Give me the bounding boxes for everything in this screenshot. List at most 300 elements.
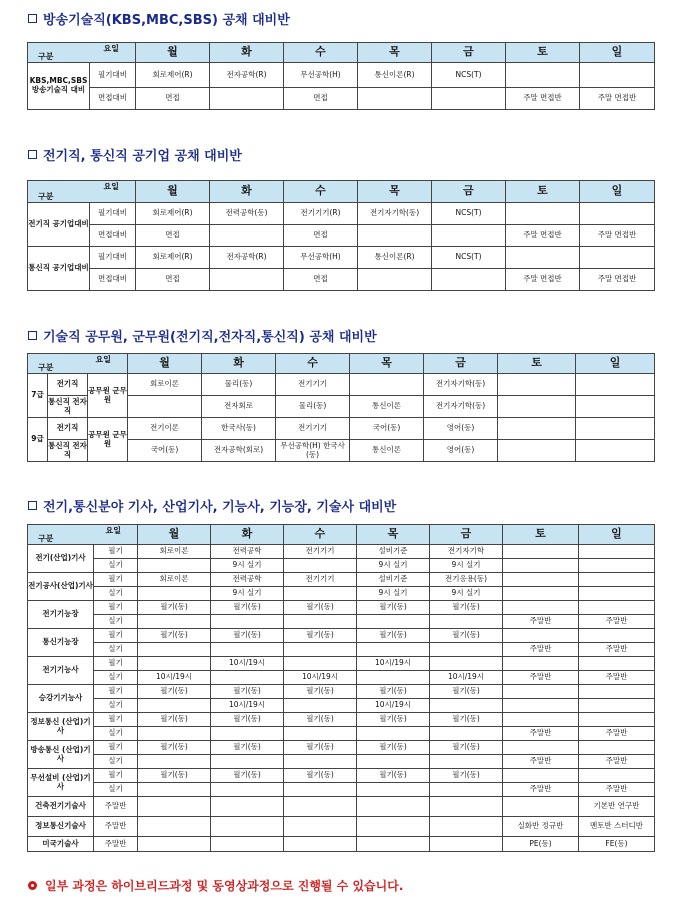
schedule-cell: [503, 601, 579, 615]
header-day-label: 요일: [103, 44, 119, 53]
schedule-cell: 전기기기: [284, 573, 357, 587]
row-label: 필기대비: [90, 203, 136, 225]
row-label: 필기: [94, 629, 138, 643]
schedule-cell: 회로이론: [138, 573, 211, 587]
schedule-cell: [430, 727, 503, 741]
schedule-cell: [430, 837, 503, 852]
row-label: 필기대비: [90, 247, 136, 269]
schedule-cell: [579, 559, 655, 573]
schedule-cell: 주말 면접반: [580, 225, 655, 247]
schedule-cell: [503, 559, 579, 573]
row-label: 필기: [94, 685, 138, 699]
header-day-label: 요일: [105, 526, 121, 535]
schedule-cell: 필기(동): [430, 629, 503, 643]
row-label: 전기직: [48, 418, 88, 440]
table-row: [28, 559, 655, 573]
schedule-cell: [138, 727, 211, 741]
schedule-cell: [430, 657, 503, 671]
schedule-cell: FE(동): [579, 837, 655, 852]
schedule-cell: NCS(T): [432, 63, 506, 88]
table-row: [28, 573, 655, 587]
schedule-cell: [498, 418, 576, 440]
header-diagonal-cell: [28, 354, 128, 374]
table-row: [28, 727, 655, 741]
group-label: 무선설비 (산업)기사: [28, 769, 94, 797]
schedule-cell: [430, 615, 503, 629]
header-day: 목: [358, 43, 432, 63]
header-day: 일: [576, 354, 655, 374]
schedule-cell: 9시 실기: [211, 559, 284, 573]
schedule-cell: 필기(동): [357, 713, 430, 727]
schedule-cell: [503, 657, 579, 671]
table-row: [28, 418, 655, 440]
schedule-cell: [430, 643, 503, 657]
schedule-cell: [284, 559, 357, 573]
table-row: [28, 63, 655, 88]
schedule-cell: [358, 225, 432, 247]
schedule-cell: [503, 587, 579, 601]
schedule-cell: [284, 657, 357, 671]
schedule-cell: 회로제어(R): [136, 63, 210, 88]
schedule-cell: [211, 783, 284, 797]
schedule-cell: [503, 769, 579, 783]
header-day: 수: [284, 181, 358, 203]
schedule-cell: 무선공학(H) 한국사(동): [276, 440, 350, 462]
header-day: 금: [432, 181, 506, 203]
schedule-cell: 전력공학: [211, 573, 284, 587]
header-day: 금: [424, 354, 498, 374]
schedule-cell: [211, 615, 284, 629]
schedule-cell: 무선공학(H): [284, 247, 358, 269]
header-diagonal-cell: [28, 525, 138, 545]
schedule-cell: [579, 601, 655, 615]
table-row: [28, 225, 655, 247]
group-label: 전기기능사: [28, 657, 94, 685]
header-day: 목: [350, 354, 424, 374]
schedule-cell: 10시/19시: [284, 671, 357, 685]
schedule-cell: [579, 587, 655, 601]
schedule-cell: 국어(동): [128, 440, 202, 462]
table-row: [28, 755, 655, 769]
table-row: [28, 545, 655, 559]
table-row: [28, 685, 655, 699]
header-day: 목: [357, 525, 430, 545]
schedule-cell: [138, 587, 211, 601]
schedule-cell: PE(동): [503, 837, 579, 852]
table-row: [28, 783, 655, 797]
schedule-cell: 전자공학(R): [210, 63, 284, 88]
schedule-cell: [358, 269, 432, 291]
row-label: 실기: [94, 615, 138, 629]
schedule-cell: 설비기준: [357, 545, 430, 559]
table-row: [28, 601, 655, 615]
schedule-cell: 필기(동): [284, 769, 357, 783]
schedule-cell: [138, 657, 211, 671]
schedule-cell: 필기(동): [211, 769, 284, 783]
schedule-cell: [138, 755, 211, 769]
side-label: 공무원 군무원: [88, 418, 128, 462]
schedule-cell: [138, 559, 211, 573]
schedule-cell: [430, 755, 503, 769]
schedule-cell: 필기(동): [138, 601, 211, 615]
schedule-cell: [579, 545, 655, 559]
schedule-cell: [284, 817, 357, 837]
checkbox-square-icon: [28, 331, 37, 340]
schedule-cell: [432, 88, 506, 110]
schedule-cell: 주말반: [579, 671, 655, 685]
header-day: 화: [211, 525, 284, 545]
schedule-cell: [430, 699, 503, 713]
schedule-cell: 필기(동): [357, 629, 430, 643]
grade-label: 9급: [28, 418, 48, 462]
schedule-cell: [503, 797, 579, 817]
row-label: 실기: [94, 699, 138, 713]
broadcast-schedule-table: [27, 42, 655, 110]
table-row: [28, 837, 655, 852]
schedule-cell: 회로제어(R): [136, 203, 210, 225]
schedule-cell: 9시 실기: [357, 559, 430, 573]
schedule-cell: [430, 797, 503, 817]
header-day: 일: [580, 181, 655, 203]
schedule-cell: [357, 643, 430, 657]
header-diagonal-cell: [28, 181, 136, 203]
schedule-cell: 통신이론: [350, 396, 424, 418]
certification-schedule-table: [27, 524, 655, 852]
schedule-cell: [211, 797, 284, 817]
schedule-cell: NCS(T): [432, 203, 506, 225]
header-day: 수: [284, 43, 358, 63]
group-label: 전기공사(산업)기사: [28, 573, 94, 601]
schedule-cell: 주말반: [503, 727, 579, 741]
header-day: 일: [580, 43, 655, 63]
schedule-cell: [284, 797, 357, 817]
table-row: [28, 797, 655, 817]
table-row: [28, 269, 655, 291]
schedule-cell: 주말반: [503, 643, 579, 657]
schedule-cell: [576, 374, 655, 396]
schedule-cell: [498, 374, 576, 396]
schedule-cell: [138, 797, 211, 817]
schedule-cell: 전기자기학: [430, 545, 503, 559]
schedule-cell: 필기(동): [430, 713, 503, 727]
schedule-cell: [211, 837, 284, 852]
group-label: 미국기술사: [28, 837, 94, 852]
schedule-cell: [357, 817, 430, 837]
row-label: 실기: [94, 559, 138, 573]
schedule-cell: [576, 440, 655, 462]
schedule-cell: 전기자기학(동): [424, 396, 498, 418]
group-label: 전기(산업)기사: [28, 545, 94, 573]
table-row: [28, 713, 655, 727]
header-day-label: 요일: [103, 182, 119, 191]
schedule-cell: 필기(동): [357, 601, 430, 615]
schedule-cell: 주말반: [503, 755, 579, 769]
schedule-cell: 10시/19시: [357, 699, 430, 713]
section-title-civil-service: 기술직 공무원, 군무원(전기직,전자직,통신직) 공채 대비반: [28, 326, 377, 345]
schedule-cell: [284, 587, 357, 601]
schedule-cell: 면접: [136, 269, 210, 291]
table-row: [28, 615, 655, 629]
schedule-cell: 필기(동): [284, 601, 357, 615]
schedule-cell: 10시/19시: [430, 671, 503, 685]
schedule-cell: [138, 643, 211, 657]
schedule-cell: 9시 실기: [211, 587, 284, 601]
schedule-cell: 전기기기: [284, 545, 357, 559]
schedule-cell: [211, 671, 284, 685]
table-row: [28, 374, 655, 396]
header-category-label: 구분: [38, 51, 54, 61]
schedule-cell: 한국사(동): [202, 418, 276, 440]
schedule-cell: 주말반: [503, 615, 579, 629]
schedule-cell: 통신이론(R): [358, 63, 432, 88]
header-day: 수: [276, 354, 350, 374]
schedule-cell: 필기(동): [138, 741, 211, 755]
schedule-cell: [357, 727, 430, 741]
schedule-cell: 9시 실기: [430, 587, 503, 601]
schedule-cell: 주말반: [503, 671, 579, 685]
schedule-cell: [211, 755, 284, 769]
header-day: 화: [210, 181, 284, 203]
schedule-cell: [430, 817, 503, 837]
group-label: 전기직 공기업대비: [28, 203, 90, 247]
schedule-cell: 면접: [136, 88, 210, 110]
side-label: 공무원 군무원: [88, 374, 128, 418]
schedule-cell: [498, 440, 576, 462]
schedule-cell: 전자공학(R): [210, 247, 284, 269]
row-label: 전기직: [48, 374, 88, 396]
schedule-cell: [211, 817, 284, 837]
schedule-cell: 전기기기: [276, 374, 350, 396]
schedule-cell: [506, 247, 580, 269]
row-label: 통신직 전자직: [48, 440, 88, 462]
schedule-cell: [350, 374, 424, 396]
schedule-cell: [210, 269, 284, 291]
schedule-cell: 필기(동): [284, 629, 357, 643]
table-row: [28, 657, 655, 671]
row-label: 필기대비: [90, 63, 136, 88]
schedule-cell: [579, 699, 655, 713]
schedule-cell: 9시 실기: [357, 587, 430, 601]
schedule-cell: 영어(동): [424, 440, 498, 462]
schedule-cell: 9시 실기: [430, 559, 503, 573]
schedule-cell: 주말반: [579, 727, 655, 741]
header-day: 일: [579, 525, 655, 545]
header-day: 토: [506, 181, 580, 203]
schedule-cell: 주말 면접반: [506, 88, 580, 110]
header-row: [28, 354, 655, 374]
schedule-cell: [506, 63, 580, 88]
row-label: 필기: [94, 769, 138, 783]
table-row: [28, 587, 655, 601]
schedule-cell: 통신이론(R): [358, 247, 432, 269]
schedule-cell: [211, 643, 284, 657]
schedule-cell: [580, 63, 655, 88]
schedule-cell: [284, 837, 357, 852]
schedule-cell: 기본반 연구반: [579, 797, 655, 817]
section-title-certification: 전기,통신분야 기사, 산업기사, 기능사, 기능장, 기술사 대비반: [28, 496, 396, 515]
schedule-cell: [358, 88, 432, 110]
schedule-cell: 전자회로: [202, 396, 276, 418]
schedule-cell: [284, 755, 357, 769]
row-label: 면접대비: [90, 88, 136, 110]
header-day: 토: [498, 354, 576, 374]
schedule-cell: 실화반 정규반: [503, 817, 579, 837]
schedule-cell: 회로이론: [138, 545, 211, 559]
schedule-cell: [498, 396, 576, 418]
header-day: 화: [202, 354, 276, 374]
schedule-cell: [580, 203, 655, 225]
schedule-cell: [579, 629, 655, 643]
schedule-cell: 전력공학(동): [210, 203, 284, 225]
schedule-cell: 전기자기학(동): [424, 374, 498, 396]
group-label: 정보통신기술사: [28, 817, 94, 837]
schedule-cell: 전자공학(회로): [202, 440, 276, 462]
header-row: [28, 43, 655, 63]
table-row: [28, 671, 655, 685]
schedule-cell: 필기(동): [357, 741, 430, 755]
header-day: 목: [358, 181, 432, 203]
row-label: 면접대비: [90, 269, 136, 291]
schedule-cell: 전기기기(R): [284, 203, 358, 225]
schedule-cell: 10시/19시: [357, 657, 430, 671]
row-label: 실기: [94, 587, 138, 601]
schedule-cell: 10시/19시: [211, 657, 284, 671]
header-day: 월: [138, 525, 211, 545]
table-row: [28, 769, 655, 783]
schedule-cell: 주말반: [503, 783, 579, 797]
schedule-cell: 전기응용(동): [430, 573, 503, 587]
schedule-cell: 필기(동): [211, 713, 284, 727]
header-day: 토: [506, 43, 580, 63]
row-label: 주말반: [94, 837, 138, 852]
row-label: 필기: [94, 545, 138, 559]
schedule-cell: [432, 269, 506, 291]
schedule-cell: 주말반: [579, 643, 655, 657]
schedule-cell: [579, 769, 655, 783]
group-label: 방송통신 (산업)기사: [28, 741, 94, 769]
schedule-cell: 통신이론: [350, 440, 424, 462]
row-label: 필기: [94, 741, 138, 755]
checkbox-square-icon: [28, 150, 37, 159]
schedule-cell: 멘토반 스터디반: [579, 817, 655, 837]
schedule-cell: [430, 783, 503, 797]
schedule-cell: 국어(동): [350, 418, 424, 440]
schedule-cell: [210, 225, 284, 247]
row-label: 실기: [94, 727, 138, 741]
header-day: 월: [136, 43, 210, 63]
schedule-cell: [284, 615, 357, 629]
schedule-cell: NCS(T): [432, 247, 506, 269]
schedule-cell: [138, 783, 211, 797]
schedule-cell: [432, 225, 506, 247]
schedule-cell: 회로이론: [128, 374, 202, 396]
table-row: [28, 741, 655, 755]
group-label: 승강기기능사: [28, 685, 94, 713]
schedule-cell: 물리(동): [202, 374, 276, 396]
schedule-cell: 설비기준: [357, 573, 430, 587]
schedule-cell: 주말 면접반: [506, 225, 580, 247]
schedule-cell: 물리(동): [276, 396, 350, 418]
schedule-cell: 필기(동): [211, 741, 284, 755]
header-day: 금: [430, 525, 503, 545]
schedule-cell: [503, 685, 579, 699]
section-title-public-enterprise: 전기직, 통신직 공기업 공채 대비반: [28, 145, 242, 164]
schedule-cell: [579, 573, 655, 587]
schedule-cell: 주말 면접반: [506, 269, 580, 291]
group-label: 전기기능장: [28, 601, 94, 629]
header-day: 화: [210, 43, 284, 63]
row-label: 통신직 전자직: [48, 396, 88, 418]
header-category-label: 구분: [38, 362, 54, 372]
schedule-cell: [580, 247, 655, 269]
table-row: [28, 817, 655, 837]
schedule-cell: 전기자기학(동): [358, 203, 432, 225]
schedule-cell: 필기(동): [138, 685, 211, 699]
schedule-cell: 필기(동): [430, 769, 503, 783]
header-row: [28, 181, 655, 203]
schedule-cell: 필기(동): [357, 685, 430, 699]
row-label: 실기: [94, 755, 138, 769]
schedule-cell: [576, 396, 655, 418]
schedule-cell: [138, 615, 211, 629]
header-day: 토: [503, 525, 579, 545]
schedule-cell: [503, 713, 579, 727]
group-label: 통신기능장: [28, 629, 94, 657]
header-day: 월: [136, 181, 210, 203]
bullet-icon: [28, 881, 37, 890]
checkbox-square-icon: [28, 501, 37, 510]
schedule-cell: [357, 783, 430, 797]
row-label: 필기: [94, 601, 138, 615]
schedule-cell: [284, 643, 357, 657]
schedule-cell: [576, 418, 655, 440]
schedule-cell: 전기이론: [128, 418, 202, 440]
schedule-cell: 필기(동): [284, 713, 357, 727]
row-label: 실기: [94, 643, 138, 657]
schedule-cell: [579, 685, 655, 699]
table-row: [28, 643, 655, 657]
group-label: 통신직 공기업대비: [28, 247, 90, 291]
row-label: 면접대비: [90, 225, 136, 247]
header-day: 월: [128, 354, 202, 374]
row-label: 실기: [94, 783, 138, 797]
header-diagonal-cell: [28, 43, 136, 63]
public-enterprise-schedule-table: [27, 180, 655, 291]
schedule-cell: [503, 629, 579, 643]
schedule-cell: [357, 837, 430, 852]
schedule-cell: 필기(동): [430, 741, 503, 755]
schedule-cell: [211, 727, 284, 741]
schedule-cell: 필기(동): [211, 629, 284, 643]
group-label: KBS,MBC,SBS 방송기술직 대비: [28, 63, 90, 110]
header-row: [28, 525, 655, 545]
table-row: [28, 203, 655, 225]
schedule-cell: 면접: [284, 269, 358, 291]
schedule-cell: [210, 88, 284, 110]
schedule-cell: [503, 741, 579, 755]
footnote: 일부 과정은 하이브리드과정 및 동영상과정으로 진행될 수 있습니다.: [28, 877, 403, 894]
schedule-cell: 필기(동): [138, 769, 211, 783]
schedule-cell: 무선공학(H): [284, 63, 358, 88]
schedule-cell: 전기기기: [276, 418, 350, 440]
schedule-cell: 10시/19시: [211, 699, 284, 713]
row-label: 주말반: [94, 817, 138, 837]
schedule-cell: [357, 615, 430, 629]
schedule-cell: 주말 면접반: [580, 269, 655, 291]
schedule-cell: 주말반: [579, 783, 655, 797]
checkbox-square-icon: [28, 14, 37, 23]
schedule-cell: 필기(동): [138, 629, 211, 643]
